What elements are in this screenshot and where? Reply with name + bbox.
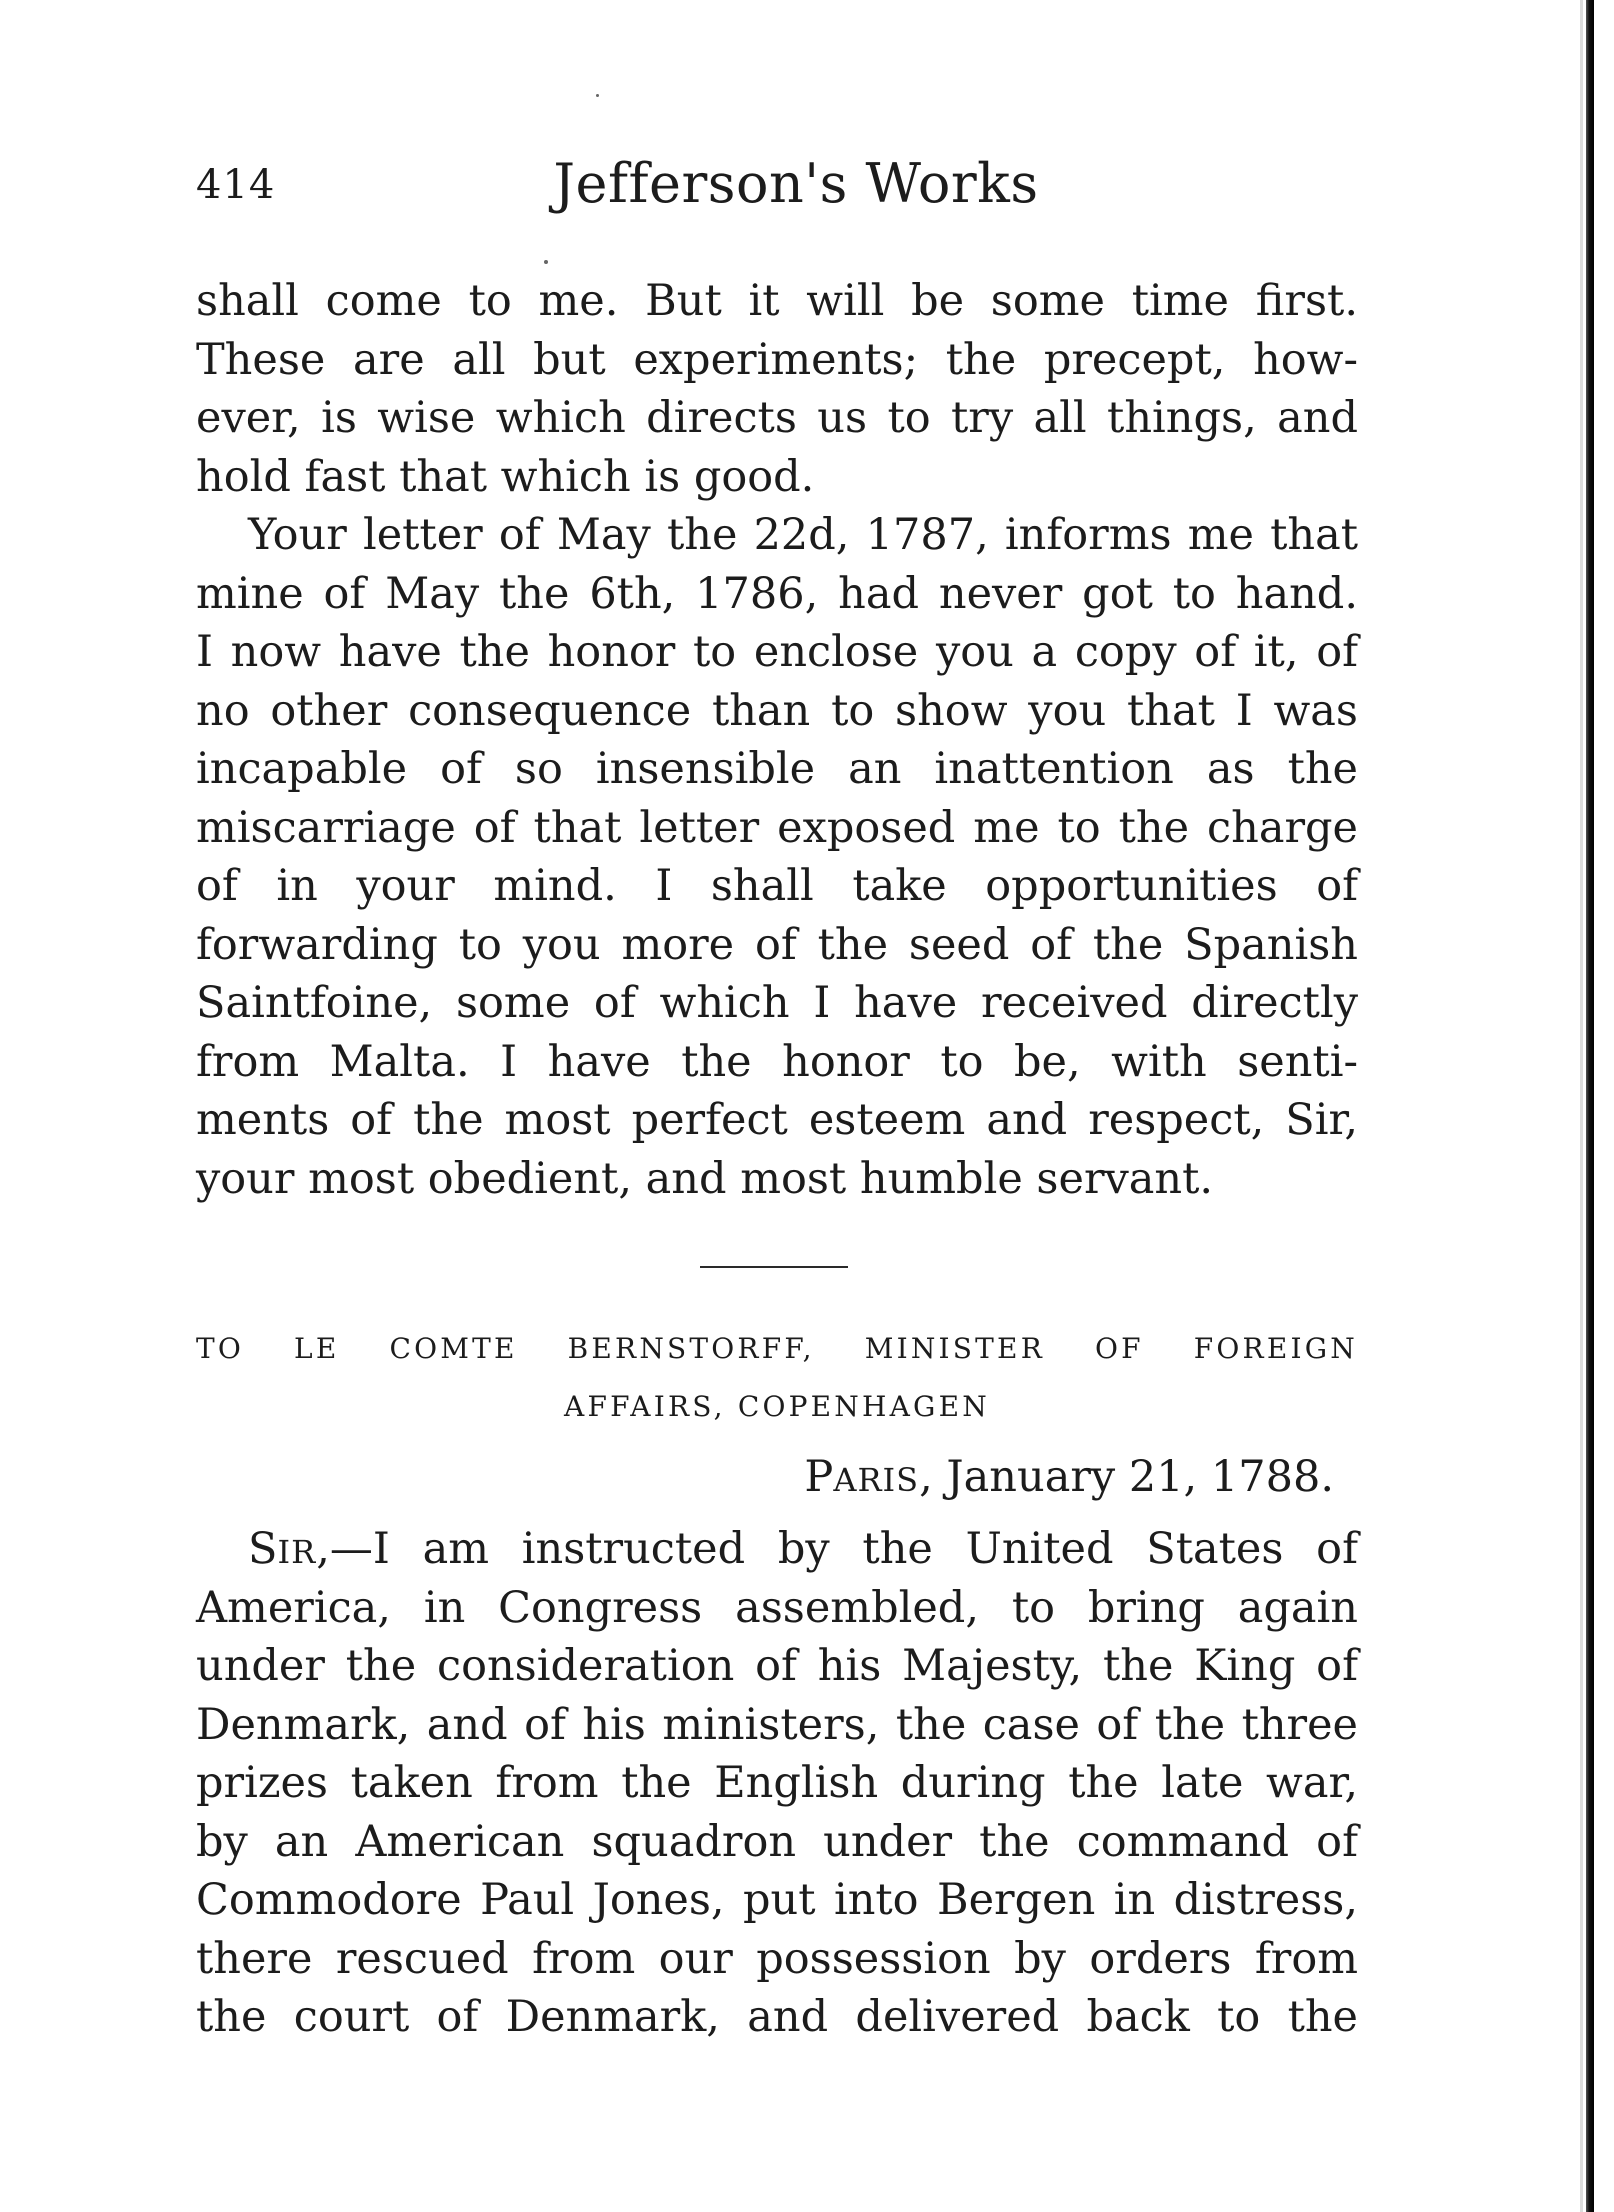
text-line: of in your mind. I shall take opportunities of [196, 861, 1358, 911]
paragraph-1 [196, 272, 1358, 506]
text-line: These are all but experiments; the precept, how- [196, 334, 1358, 385]
dateline-place-rest: ARIS [833, 1461, 920, 1499]
text-line: by an American squadron under the command of [196, 1816, 1358, 1867]
scan-speck [596, 94, 599, 97]
section-divider [700, 1266, 848, 1268]
text-line: incapable of so insensible an inattention as the [196, 744, 1358, 794]
text-line: mine of May the 6th, 1786, had never got to hand. [196, 568, 1358, 619]
salutation-initial: S [248, 1524, 278, 1574]
running-title: Jefferson's Works [553, 152, 1039, 215]
paragraph-3 [196, 1520, 1358, 2047]
text-line: shall come to me. But it will be some time first. [196, 276, 1358, 326]
binding-edge [1586, 0, 1594, 2212]
text-line: ments of the most perfect esteem and respect, Sir, [196, 1095, 1358, 1145]
letter-heading [196, 1320, 1358, 1436]
text-line: forwarding to you more of the seed of the Spanish [196, 919, 1358, 970]
text-line: miscarriage of that letter exposed me to the charge [196, 802, 1358, 853]
letter-heading-line-2: AFFAIRS, COPENHAGEN [564, 1390, 990, 1423]
dateline-place-initial: P [804, 1452, 834, 1502]
page-number: 414 [196, 162, 276, 208]
salutation-rest: IR [277, 1533, 317, 1571]
scan-speck [544, 260, 548, 264]
text-line: Denmark, and of his ministers, the case of the three [196, 1699, 1358, 1750]
letter-heading-line-1: TO LE COMTE BERNSTORFF, MINISTER OF FOREIGN [196, 1332, 1358, 1365]
text-line: your most obedient, and most humble servant. [196, 1153, 1214, 1204]
text-line: Commodore Paul Jones, put into Bergen in distress, [196, 1875, 1358, 1925]
paragraph-2 [196, 506, 1358, 1208]
salutation-line-rest: ,—I am instructed by the United States of [316, 1524, 1358, 1574]
dateline-date: , January 21, 1788. [919, 1452, 1334, 1502]
text-line: I now have the honor to enclose you a copy of it, of [196, 627, 1358, 677]
binding-shadow [1580, 0, 1583, 2212]
text-line: there rescued from our possession by orders from [196, 1933, 1358, 1984]
text-line: ever, is wise which directs us to try all things, and [196, 393, 1358, 443]
text-line: prizes taken from the English during the late war, [196, 1758, 1358, 1808]
text-line: Your letter of May the 22d, 1787, informs me that [248, 510, 1358, 560]
text-line: Saintfoine, some of which I have received directly [196, 978, 1358, 1028]
text-line: America, in Congress assembled, to bring again [196, 1582, 1358, 1633]
text-line: from Malta. I have the honor to be, with senti- [196, 1036, 1358, 1087]
text-line: the court of Denmark, and delivered back to the [196, 1992, 1358, 2042]
text-line: hold fast that which is good. [196, 451, 815, 502]
text-line: no other consequence than to show you that I was [196, 685, 1358, 736]
text-line: under the consideration of his Majesty, the King of [196, 1641, 1358, 1691]
running-head [196, 152, 1356, 222]
salutation-line [196, 1520, 1358, 1579]
dateline [804, 1452, 1334, 1502]
